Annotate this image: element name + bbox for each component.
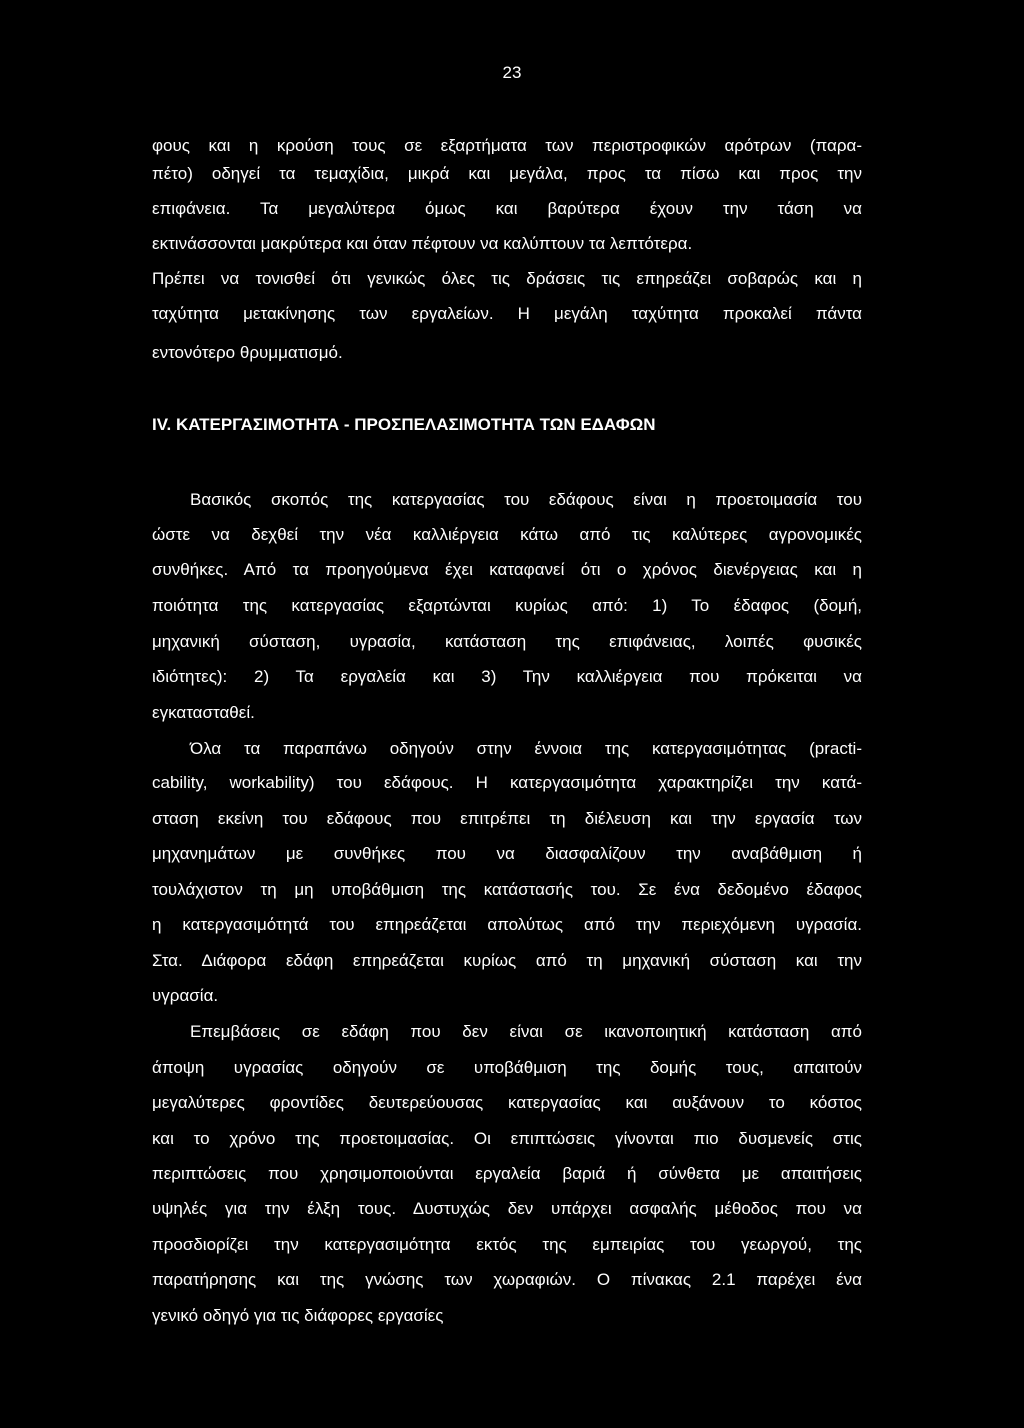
text-line: προσδιορίζει την κατεργασιμότητα εκτός της εμπειρίας του γεωργού, της [152,1235,862,1254]
text-line: cability, workability) του εδάφους. Η κατεργασιμότητα χαρακτηρίζει την κατά- [152,773,862,792]
text-line: σταση εκείνη του εδάφους που επιτρέπει τη διέλευση και την εργασία των [152,809,862,828]
text-line: παρατήρησης και της γνώσης των χωραφιών. Ο πίνακας 2.1 παρέχει ένα [152,1270,862,1289]
text-line: υψηλές για την έλξη τους. Δυστυχώς δεν υπάρχει ασφαλής μέθοδος που να [152,1199,862,1218]
text-line: περιπτώσεις που χρησιμοποιούνται εργαλεία βαριά ή σύνθετα με απαιτήσεις [152,1164,862,1183]
text-line: συνθήκες. Από τα προηγούμενα έχει καταφανεί ότι ο χρόνος διενέργειας και η [152,560,862,579]
text-line: η κατεργασιμότητά του επηρεάζεται απολύτως από την περιεχόμενη υγρασία. [152,915,862,934]
text-line: Επεμβάσεις σε εδάφη που δεν είναι σε ικανοποιητική κατάσταση από [190,1022,862,1041]
text-line: και το χρόνο της προετοιμασίας. Οι επιπτώσεις γίνονται πιο δυσμενείς στις [152,1129,862,1148]
text-line: Βασικός σκοπός της κατεργασίας του εδάφους είναι η προετοιμασία του [190,490,862,509]
text-line: Όλα τα παραπάνω οδηγούν στην έννοια της κατεργασιμότητας (practi- [190,739,862,758]
text-line: άποψη υγρασίας οδηγούν σε υποβάθμιση της δομής τους, απαιτούν [152,1058,862,1077]
text-line: φους και η κρούση τους σε εξαρτήματα των περιστροφικών αρότρων (παρα- [152,136,862,155]
text-line: τουλάχιστον τη μη υποβάθμιση της κατάστασής του. Σε ένα δεδομένο έδαφος [152,880,862,899]
text-line: πέτο) οδηγεί τα τεμαχίδια, μικρά και μεγάλα, προς τα πίσω και προς την [152,164,862,183]
text-line: επιφάνεια. Τα μεγαλύτερα όμως και βαρύτερα έχουν την τάση να [152,199,862,218]
text-line: ταχύτητα μετακίνησης των εργαλείων. Η μεγάλη ταχύτητα προκαλεί πάντα [152,304,862,323]
text-line: γενικό οδηγό για τις διάφορες εργασίες [152,1306,444,1325]
section-heading: IV. ΚΑΤΕΡΓΑΣΙΜΟΤΗΤΑ - ΠΡΟΣΠΕΛΑΣΙΜΟΤΗΤΑ ΤΩΝ ΕΔΑΦΩΝ [152,415,656,434]
text-line: Πρέπει να τονισθεί ότι γενικώς όλες τις δράσεις τις επηρεάζει σοβαρώς και η [152,269,862,288]
text-line: υγρασία. [152,986,219,1005]
page-number: 23 [502,63,522,82]
text-line: Στα. Διάφορα εδάφη επηρεάζεται κυρίως από τη μηχανική σύσταση και την [152,951,862,970]
text-line: μηχανική σύσταση, υγρασία, κατάσταση της επιφάνειας, λοιπές φυσικές [152,632,862,651]
text-line: μεγαλύτερες φροντίδες δευτερεύουσας κατεργασίας και αυξάνουν το κόστος [152,1093,862,1112]
text-line: ποιότητα της κατεργασίας εξαρτώνται κυρίως από: 1) Το έδαφος (δομή, [152,596,862,615]
text-line: μηχανημάτων με συνθήκες που να διασφαλίζουν την αναβάθμιση ή [152,844,862,863]
text-line: εντονότερο θρυμματισμό. [152,343,343,362]
text-line: εκτινάσσονται μακρύτερα και όταν πέφτουν να καλύπτουν τα λεπτότερα. [152,234,693,253]
text-line: εγκατασταθεί. [152,703,255,722]
text-line: ιδιότητες): 2) Τα εργαλεία και 3) Την καλλιέργεια που πρόκειται να [152,667,862,686]
text-line: ώστε να δεχθεί την νέα καλλιέργεια κάτω από τις καλύτερες αγρονομικές [152,525,862,544]
